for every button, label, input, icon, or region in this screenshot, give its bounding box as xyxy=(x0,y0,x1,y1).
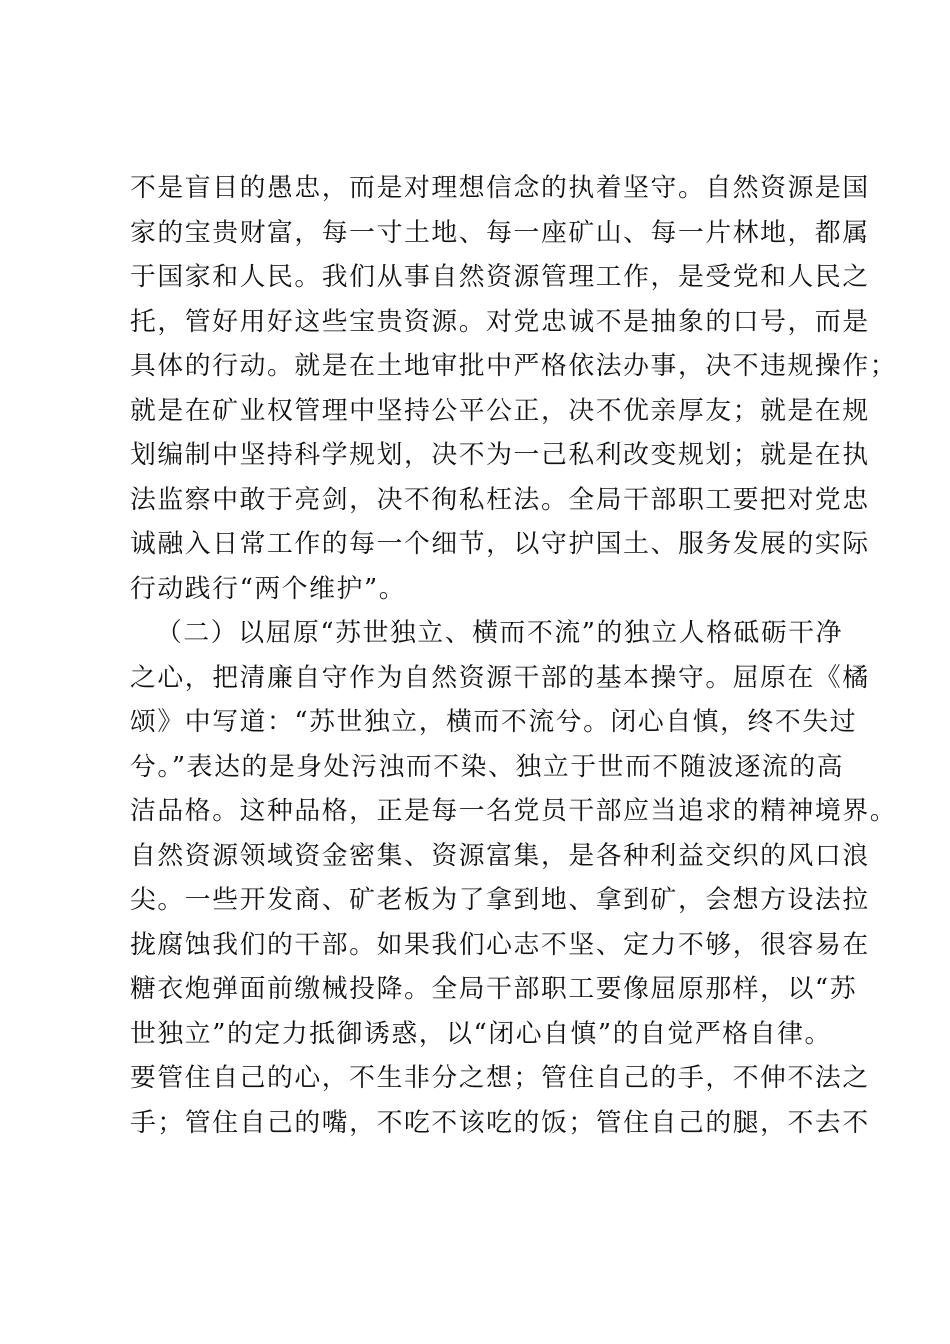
text-line: 划编制中坚持科学规划，决不为一己私利改变规划；就是在执 xyxy=(130,440,870,470)
text-line: 法监察中敢于亮剑，决不徇私枉法。全局干部职工要把对党忠 xyxy=(130,484,870,515)
text-line: 糖衣炮弹面前缴械投降。全局干部职工要像屈原那样，以“苏 xyxy=(130,974,858,1004)
text-line: 世独立”的定力抵御诱惑，以“闭心自慎”的自觉严格自律。 xyxy=(130,1018,832,1049)
text-line: 托，管好用好这些宝贵资源。对党忠诚不是抽象的口号，而是 xyxy=(130,306,870,337)
text-line: 要管住自己的心，不生非分之想；管住自己的手，不伸不法之 xyxy=(130,1063,870,1093)
text-line: 不是盲目的愚忠，而是对理想信念的执着坚守。自然资源是国 xyxy=(130,173,870,203)
text-line: 颂》中写道：“苏世独立，横而不流兮。闭心自慎，终不失过 xyxy=(130,707,858,737)
text-line: 手；管住自己的嘴，不吃不该吃的饭；管住自己的腿，不去不 xyxy=(130,1107,870,1138)
text-line: 兮。”表达的是身处污浊而不染、独立于世而不随波逐流的高 xyxy=(130,751,845,782)
text-line: 就是在矿业权管理中坚持公平公正，决不优亲厚友；就是在规 xyxy=(130,395,870,426)
section-heading-line: （二）以屈原“苏世独立、横而不流”的独立人格砥砺干净 xyxy=(156,618,844,648)
text-line: 家的宝贵财富，每一寸土地、每一座矿山、每一片林地，都属 xyxy=(130,217,870,248)
section-heading-line: 之心，把清廉自守作为自然资源干部的基本操守。屈原在《橘 xyxy=(130,662,870,693)
text-line: 诚融入日常工作的每一个细节，以守护国土、服务发展的实际 xyxy=(130,529,870,559)
text-line: 尖。一些开发商、矿老板为了拿到地、拿到矿，会想方设法拉 xyxy=(130,885,870,915)
text-line: 于国家和人民。我们从事自然资源管理工作，是受党和人民之 xyxy=(130,262,870,292)
text-line: 行动践行“两个维护”。 xyxy=(130,573,407,604)
text-line: 洁品格。这种品格，正是每一名党员干部应当追求的精神境界。 xyxy=(130,796,898,826)
text-line: 拢腐蚀我们的干部。如果我们心志不坚、定力不够，很容易在 xyxy=(130,929,870,960)
body-text xyxy=(130,166,898,1145)
text-line: 自然资源领域资金密集、资源富集，是各种利益交织的风口浪 xyxy=(130,840,870,871)
text-line: 具体的行动。就是在土地审批中严格依法办事，决不违规操作； xyxy=(130,351,898,381)
